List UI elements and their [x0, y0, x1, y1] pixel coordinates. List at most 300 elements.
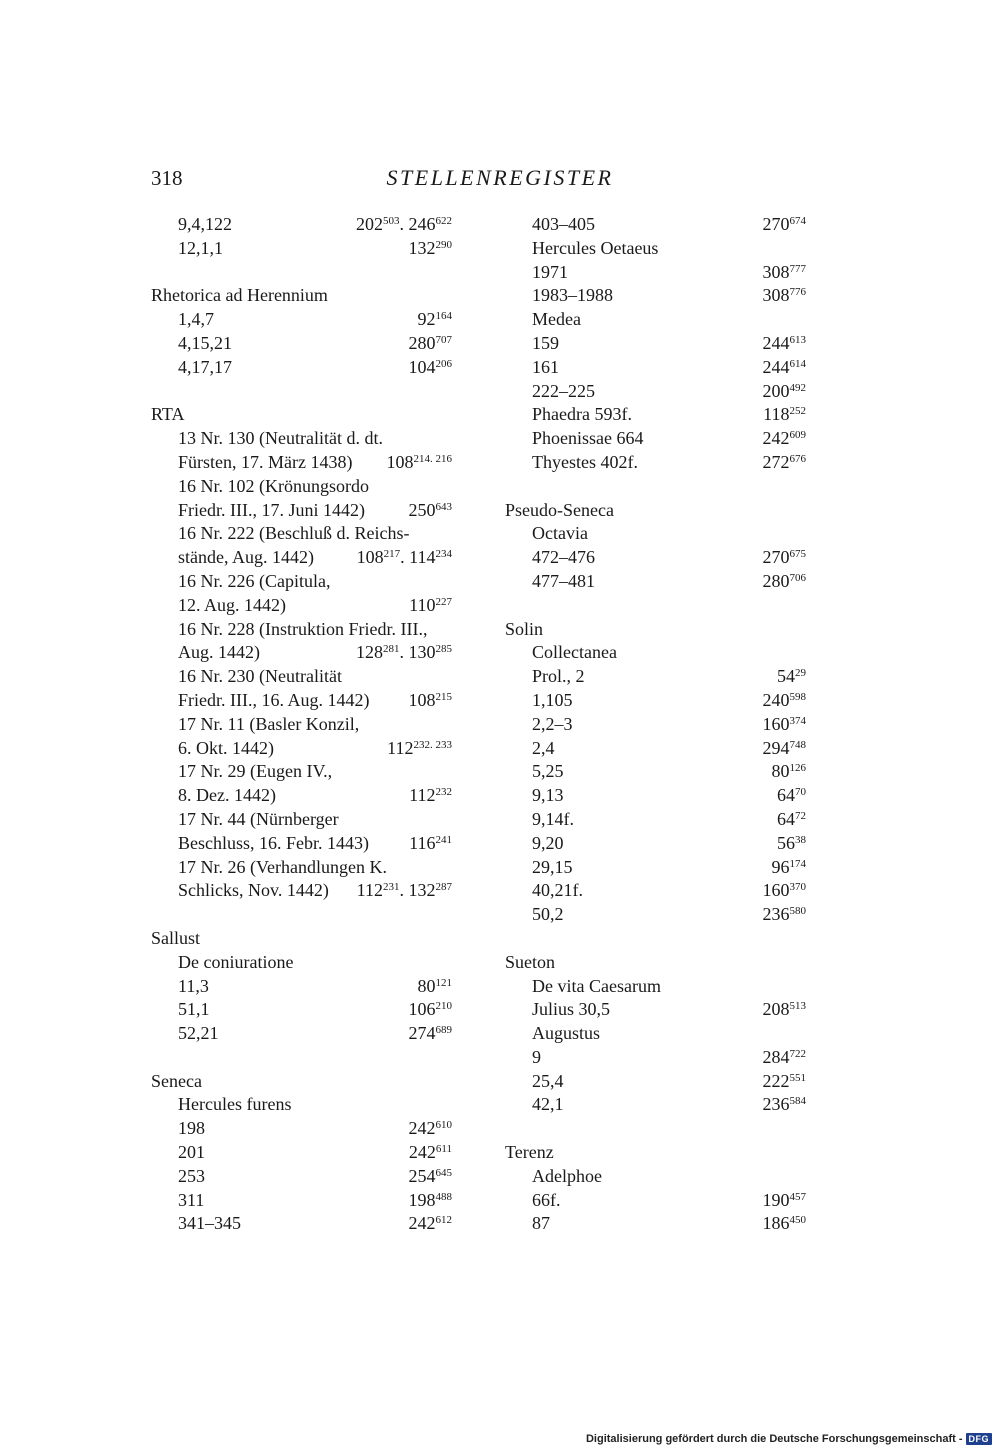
entry-label: 2,4: [532, 737, 555, 758]
digitization-footer: [586, 1433, 992, 1445]
entry-label: 50,2: [532, 904, 564, 925]
page-reference: [763, 332, 807, 356]
page-reference: [409, 832, 452, 856]
index-entry: [151, 641, 452, 665]
footnote-number: 29: [795, 667, 806, 680]
index-entry: [505, 380, 806, 404]
entry-label: 51,1: [178, 999, 210, 1020]
footnote-number: 252: [789, 405, 806, 418]
page-number-ref: 280: [408, 332, 436, 353]
index-heading: [151, 1070, 452, 1094]
index-entry: [505, 546, 806, 570]
entry-label: 12,1,1: [178, 237, 223, 258]
entry-label: 9,4,122: [178, 214, 232, 234]
entry-label: stände, Aug. 1442): [178, 547, 314, 568]
page-reference: [357, 879, 452, 903]
page-reference: [409, 998, 453, 1022]
page-reference: [409, 1189, 453, 1213]
page-number-ref: 246: [408, 214, 436, 234]
index-entry: [505, 1212, 806, 1236]
reference-separator: .: [400, 547, 410, 568]
page-number-ref: 240: [762, 689, 790, 710]
footnote-number: 551: [789, 1071, 806, 1084]
footnote-number: 126: [789, 762, 806, 775]
footnote-number: 676: [789, 452, 806, 465]
page-number-ref: 294: [762, 737, 790, 758]
index-entry: [505, 1046, 806, 1070]
index-entry: [505, 760, 806, 784]
entry-label: 4,15,21: [178, 332, 232, 353]
index-entry: [505, 570, 806, 594]
footnote-number: 614: [789, 357, 806, 370]
entry-label: 5,25: [532, 761, 564, 782]
entry-label: 16 Nr. 102 (Krönungsordo: [178, 475, 369, 496]
entry-label: 8. Dez. 1442): [178, 785, 276, 806]
entry-label: RTA: [151, 404, 185, 425]
index-entry: [151, 332, 452, 356]
index-entry: [151, 951, 452, 975]
footnote-number: 450: [789, 1214, 806, 1227]
entry-label: Sueton: [505, 951, 556, 972]
footnote-number: 232: [435, 786, 452, 799]
index-entry: [505, 356, 806, 380]
index-entry: [505, 1093, 806, 1117]
page-reference: [409, 1141, 452, 1165]
footnote-number: 232. 233: [413, 738, 452, 751]
index-entry: [151, 665, 452, 689]
index-entry: [151, 760, 452, 784]
index-entry: [151, 689, 452, 713]
index-entry: [151, 356, 452, 380]
index-entry: [505, 903, 806, 927]
footnote-number: 457: [789, 1190, 806, 1203]
footnote-number: 492: [789, 381, 806, 394]
footnote-number: 214. 216: [413, 452, 452, 465]
footnote-number: 611: [435, 1143, 452, 1156]
index-entry: [505, 237, 806, 261]
page-number-ref: 242: [408, 1213, 436, 1234]
index-entry: [505, 808, 806, 832]
index-entry: [151, 499, 452, 523]
page-reference: [763, 284, 807, 308]
entry-label: 477–481: [532, 570, 595, 591]
page-number-ref: 236: [762, 904, 790, 925]
entry-label: Medea: [532, 309, 581, 330]
footnote-number: 612: [435, 1214, 452, 1227]
entry-label: 1971: [532, 261, 568, 282]
page-reference: [409, 1022, 453, 1046]
footnote-number: 777: [789, 262, 806, 275]
index-heading: [151, 284, 452, 308]
footnote-number: 503: [383, 215, 400, 227]
entry-label: 472–476: [532, 547, 595, 568]
page-number-ref: 272: [762, 451, 790, 472]
footnote-number: 748: [789, 738, 806, 751]
footnote-number: 70: [795, 786, 806, 799]
page-reference: [772, 760, 807, 784]
page-reference: [763, 546, 807, 570]
index-entry: [151, 879, 452, 903]
entry-label: 29,15: [532, 856, 573, 877]
index-entry: [505, 998, 806, 1022]
page-reference: [409, 237, 453, 261]
page-reference: [409, 499, 453, 523]
entry-label: Friedr. III., 17. Juni 1442): [178, 499, 365, 520]
index-entry: [505, 665, 806, 689]
page-reference: [409, 356, 453, 380]
page-number-ref: 104: [408, 356, 436, 377]
page-number-ref: 244: [762, 356, 790, 377]
index-entry: [505, 856, 806, 880]
footnote-number: 706: [789, 571, 806, 584]
entry-label: Phoenissae 664: [532, 428, 644, 449]
page-number-ref: 106: [408, 999, 436, 1020]
entry-label: 1,105: [532, 689, 573, 710]
index-entry: [505, 1189, 806, 1213]
index-entry: [505, 427, 806, 451]
entry-label: 403–405: [532, 214, 595, 234]
page-number-ref: 128: [356, 642, 383, 663]
page-number-ref: 160: [762, 713, 790, 734]
page-number-ref: 92: [417, 309, 436, 330]
index-entry: [151, 1093, 452, 1117]
page-reference: [763, 380, 807, 404]
page-number-ref: 80: [771, 761, 790, 782]
page-reference: [409, 1165, 453, 1189]
page-reference: [763, 713, 807, 737]
blank-line: [505, 475, 806, 499]
footnote-number: 281: [383, 643, 400, 656]
page-number-ref: 190: [762, 1189, 790, 1210]
footnote-number: 609: [789, 429, 806, 442]
page-reference: [763, 213, 807, 237]
index-entry: [505, 522, 806, 546]
page-title: STELLENREGISTER: [386, 165, 614, 190]
entry-label: 1983–1988: [532, 285, 613, 306]
index-entry: [505, 784, 806, 808]
entry-label: 6. Okt. 1442): [178, 737, 274, 758]
index-entry: [505, 689, 806, 713]
entry-label: 52,21: [178, 1023, 219, 1044]
page-reference: [763, 879, 807, 903]
page-number-ref: 186: [762, 1213, 790, 1234]
page-number-ref: 118: [763, 404, 790, 425]
page-reference: [387, 737, 452, 761]
footnote-number: 174: [789, 857, 806, 870]
page-reference: [763, 427, 807, 451]
footnote-number: 210: [435, 1000, 452, 1013]
footnote-number: 613: [789, 333, 806, 346]
blank-line: [505, 927, 806, 951]
index-heading: [505, 618, 806, 642]
page-number-ref: 236: [762, 1094, 790, 1115]
blank-line: [151, 380, 452, 404]
entry-label: Phaedra 593f.: [532, 404, 632, 425]
index-entry: [151, 594, 452, 618]
index-entry: [151, 308, 452, 332]
entry-label: 161: [532, 356, 559, 377]
index-entry: [505, 332, 806, 356]
blank-line: [151, 1046, 452, 1070]
footnote-number: 643: [435, 500, 452, 513]
page-reference: [763, 451, 807, 475]
index-entry: [505, 879, 806, 903]
page-number-ref: 112: [387, 737, 414, 758]
page-number-ref: 308: [762, 285, 790, 306]
index-entry: [151, 1117, 452, 1141]
footer-text: Digitalisierung gefördert durch die Deutsche Forschungsgemeinschaft -: [585, 1433, 963, 1445]
entry-label: 253: [178, 1165, 205, 1186]
footnote-number: 513: [789, 1000, 806, 1013]
page-reference: [763, 570, 807, 594]
entry-label: 222–225: [532, 380, 595, 401]
page-number-ref: 250: [408, 499, 436, 520]
footnote-number: 584: [789, 1095, 806, 1108]
page-number-ref: 132: [408, 880, 436, 901]
page-number-ref: 54: [777, 666, 795, 687]
footnote-number: 645: [435, 1166, 452, 1179]
page-number-ref: 308: [762, 261, 790, 282]
index-heading: [505, 1141, 806, 1165]
index-entry: [505, 832, 806, 856]
page-reference: [763, 903, 807, 927]
footnote-number: 707: [435, 333, 452, 346]
entry-label: Octavia: [532, 523, 588, 544]
page-number-ref: 270: [762, 214, 790, 234]
page-number-ref: 242: [408, 1118, 436, 1139]
entry-label: 66f.: [532, 1189, 561, 1210]
page-number-ref: 80: [417, 975, 436, 996]
footnote-number: 234: [435, 548, 452, 561]
entry-label: 9,14f.: [532, 808, 574, 829]
footnote-number: 241: [435, 833, 452, 846]
entry-label: Augustus: [532, 1023, 601, 1044]
reference-separator: .: [399, 642, 409, 663]
entry-label: Sallust: [151, 927, 201, 948]
entry-label: Beschluss, 16. Febr. 1443): [178, 832, 369, 853]
entry-label: Rhetorica ad Herennium: [151, 285, 328, 306]
page-reference: [763, 1212, 807, 1236]
index-entry: [505, 451, 806, 475]
page-number-ref: 64: [777, 785, 795, 806]
page-reference: [409, 784, 452, 808]
index-entry: [151, 475, 452, 499]
page-reference: [409, 689, 453, 713]
index-entry: [151, 737, 452, 761]
entry-label: 25,4: [532, 1070, 564, 1091]
page-number-ref: 242: [762, 428, 790, 449]
footnote-number: 121: [435, 976, 452, 989]
page-number-ref: 284: [762, 1046, 790, 1067]
entry-label: 16 Nr. 228 (Instruktion Friedr. III.,: [178, 618, 428, 639]
footnote-number: 206: [435, 357, 452, 370]
page-number-ref: 254: [408, 1165, 436, 1186]
entry-label: 17 Nr. 44 (Nürnberger: [178, 808, 339, 829]
page-number-ref: 112: [356, 880, 383, 901]
footnote-number: 290: [435, 238, 452, 251]
entry-label: Collectanea: [532, 642, 617, 663]
page-number-ref: 114: [409, 547, 436, 568]
page-reference: [777, 665, 806, 689]
page-reference: [356, 641, 452, 665]
page-number-ref: 108: [408, 689, 436, 710]
footnote-number: 227: [435, 595, 452, 608]
page-number-ref: 108: [386, 451, 414, 472]
entry-label: Terenz: [505, 1142, 554, 1163]
entry-label: Solin: [505, 618, 544, 639]
footnote-number: 370: [789, 881, 806, 894]
footnote-number: 38: [795, 833, 806, 846]
index-entry: [505, 1165, 806, 1189]
page-reference: [409, 1117, 453, 1141]
entry-label: 40,21f.: [532, 880, 583, 901]
entry-label: Prol., 2: [532, 666, 585, 687]
footnote-number: 622: [435, 215, 452, 227]
entry-label: 87: [532, 1213, 550, 1234]
index-entry: [505, 713, 806, 737]
page-reference: [409, 594, 452, 618]
page-reference: [418, 975, 453, 999]
page-reference: [357, 546, 452, 570]
footnote-number: 675: [789, 548, 806, 561]
footnote-number: 674: [789, 215, 806, 227]
entry-label: 9: [532, 1046, 541, 1067]
entry-label: Fürsten, 17. März 1438): [178, 451, 353, 472]
footnote-number: 217: [383, 548, 401, 561]
page-number-ref: 270: [762, 547, 790, 568]
entry-label: Friedr. III., 16. Aug. 1442): [178, 689, 370, 710]
entry-label: 1,4,7: [178, 309, 214, 330]
entry-label: Seneca: [151, 1070, 202, 1091]
page-reference: [763, 356, 807, 380]
footnote-number: 580: [789, 905, 806, 918]
index-entry: [505, 308, 806, 332]
page-number-ref: 112: [409, 785, 436, 806]
entry-label: 201: [178, 1142, 205, 1163]
index-entry: [151, 618, 452, 642]
page-reference: [777, 832, 806, 856]
entry-label: 4,17,17: [178, 356, 232, 377]
entry-label: 16 Nr. 230 (Neutralität: [178, 666, 342, 687]
page-reference: [763, 403, 806, 427]
footnote-number: 610: [435, 1119, 452, 1132]
entry-label: Hercules furens: [178, 1094, 292, 1115]
page-number-ref: 132: [408, 237, 436, 258]
page-number-ref: 200: [762, 380, 790, 401]
footnote-number: 231: [383, 881, 400, 894]
index-entry: [505, 1070, 806, 1094]
page-reference: [772, 856, 807, 880]
page-reference: [356, 213, 452, 237]
index-entry: [505, 284, 806, 308]
index-entry: [151, 213, 452, 237]
index-heading: [151, 927, 452, 951]
index-column-left: [151, 213, 452, 1236]
index-heading: [151, 403, 452, 427]
page-number-ref: 110: [409, 594, 436, 615]
entry-label: 11,3: [178, 975, 209, 996]
index-entry: [151, 570, 452, 594]
entry-label: 311: [178, 1189, 205, 1210]
index-entry: [151, 975, 452, 999]
entry-label: 16 Nr. 222 (Beschluß d. Reichs-: [178, 523, 410, 544]
reference-separator: .: [399, 880, 409, 901]
page-reference: [763, 261, 807, 285]
page-reference: [763, 737, 807, 761]
page-number-ref: 160: [762, 880, 790, 901]
page-reference: [777, 784, 806, 808]
index-entry: [151, 1141, 452, 1165]
index-entry: [151, 237, 452, 261]
page-number-ref: 202: [356, 214, 383, 234]
page-number-ref: 130: [408, 642, 436, 663]
page-reference: [763, 1046, 807, 1070]
index-entry: [151, 427, 452, 451]
page-reference: [409, 1212, 453, 1236]
index-entry: [505, 403, 806, 427]
footnote-number: 598: [789, 690, 806, 703]
page-reference: [763, 689, 807, 713]
entry-label: 42,1: [532, 1094, 564, 1115]
index-entry: [151, 1189, 452, 1213]
entry-label: 17 Nr. 11 (Basler Konzil,: [178, 713, 360, 734]
index-entry: [151, 1022, 452, 1046]
page-number-ref: 198: [408, 1189, 436, 1210]
footnote-number: 72: [795, 809, 806, 822]
page-number-ref: 208: [762, 999, 790, 1020]
index-entry: [151, 713, 452, 737]
footnote-number: 722: [789, 1047, 806, 1060]
index-column-right: [505, 213, 806, 1236]
footnote-number: 215: [435, 690, 452, 703]
page-reference: [409, 332, 453, 356]
index-entry: [505, 975, 806, 999]
index-entry: [151, 784, 452, 808]
entry-label: 9,13: [532, 785, 564, 806]
entry-label: Schlicks, Nov. 1442): [178, 880, 329, 901]
blank-line: [505, 1117, 806, 1141]
index-entry: [151, 546, 452, 570]
index-entry: [151, 451, 452, 475]
index-entry: [151, 1165, 452, 1189]
blank-line: [151, 903, 452, 927]
entry-label: De vita Caesarum: [532, 975, 661, 996]
page-number-ref: 56: [777, 832, 795, 853]
footnote-number: 776: [789, 286, 806, 299]
index-heading: [505, 951, 806, 975]
entry-label: 341–345: [178, 1213, 241, 1234]
footnote-number: 285: [435, 643, 452, 656]
index-entry: [505, 737, 806, 761]
page-number-ref: 242: [408, 1142, 436, 1163]
index-entry: [505, 213, 806, 237]
page-reference: [763, 1093, 807, 1117]
page-reference: [763, 1070, 807, 1094]
entry-label: 17 Nr. 29 (Eugen IV.,: [178, 761, 333, 782]
index-entry: [505, 261, 806, 285]
index-entry: [151, 856, 452, 880]
index-heading: [505, 499, 806, 523]
page-number-ref: 244: [762, 332, 790, 353]
page-reference: [418, 308, 453, 332]
footnote-number: 374: [789, 714, 806, 727]
entry-label: Hercules Oetaeus: [532, 237, 659, 258]
entry-label: 9,20: [532, 832, 564, 853]
index-entry: [505, 1022, 806, 1046]
page-number-ref: 280: [762, 570, 790, 591]
entry-label: 13 Nr. 130 (Neutralität d. dt.: [178, 428, 383, 449]
blank-line: [505, 594, 806, 618]
